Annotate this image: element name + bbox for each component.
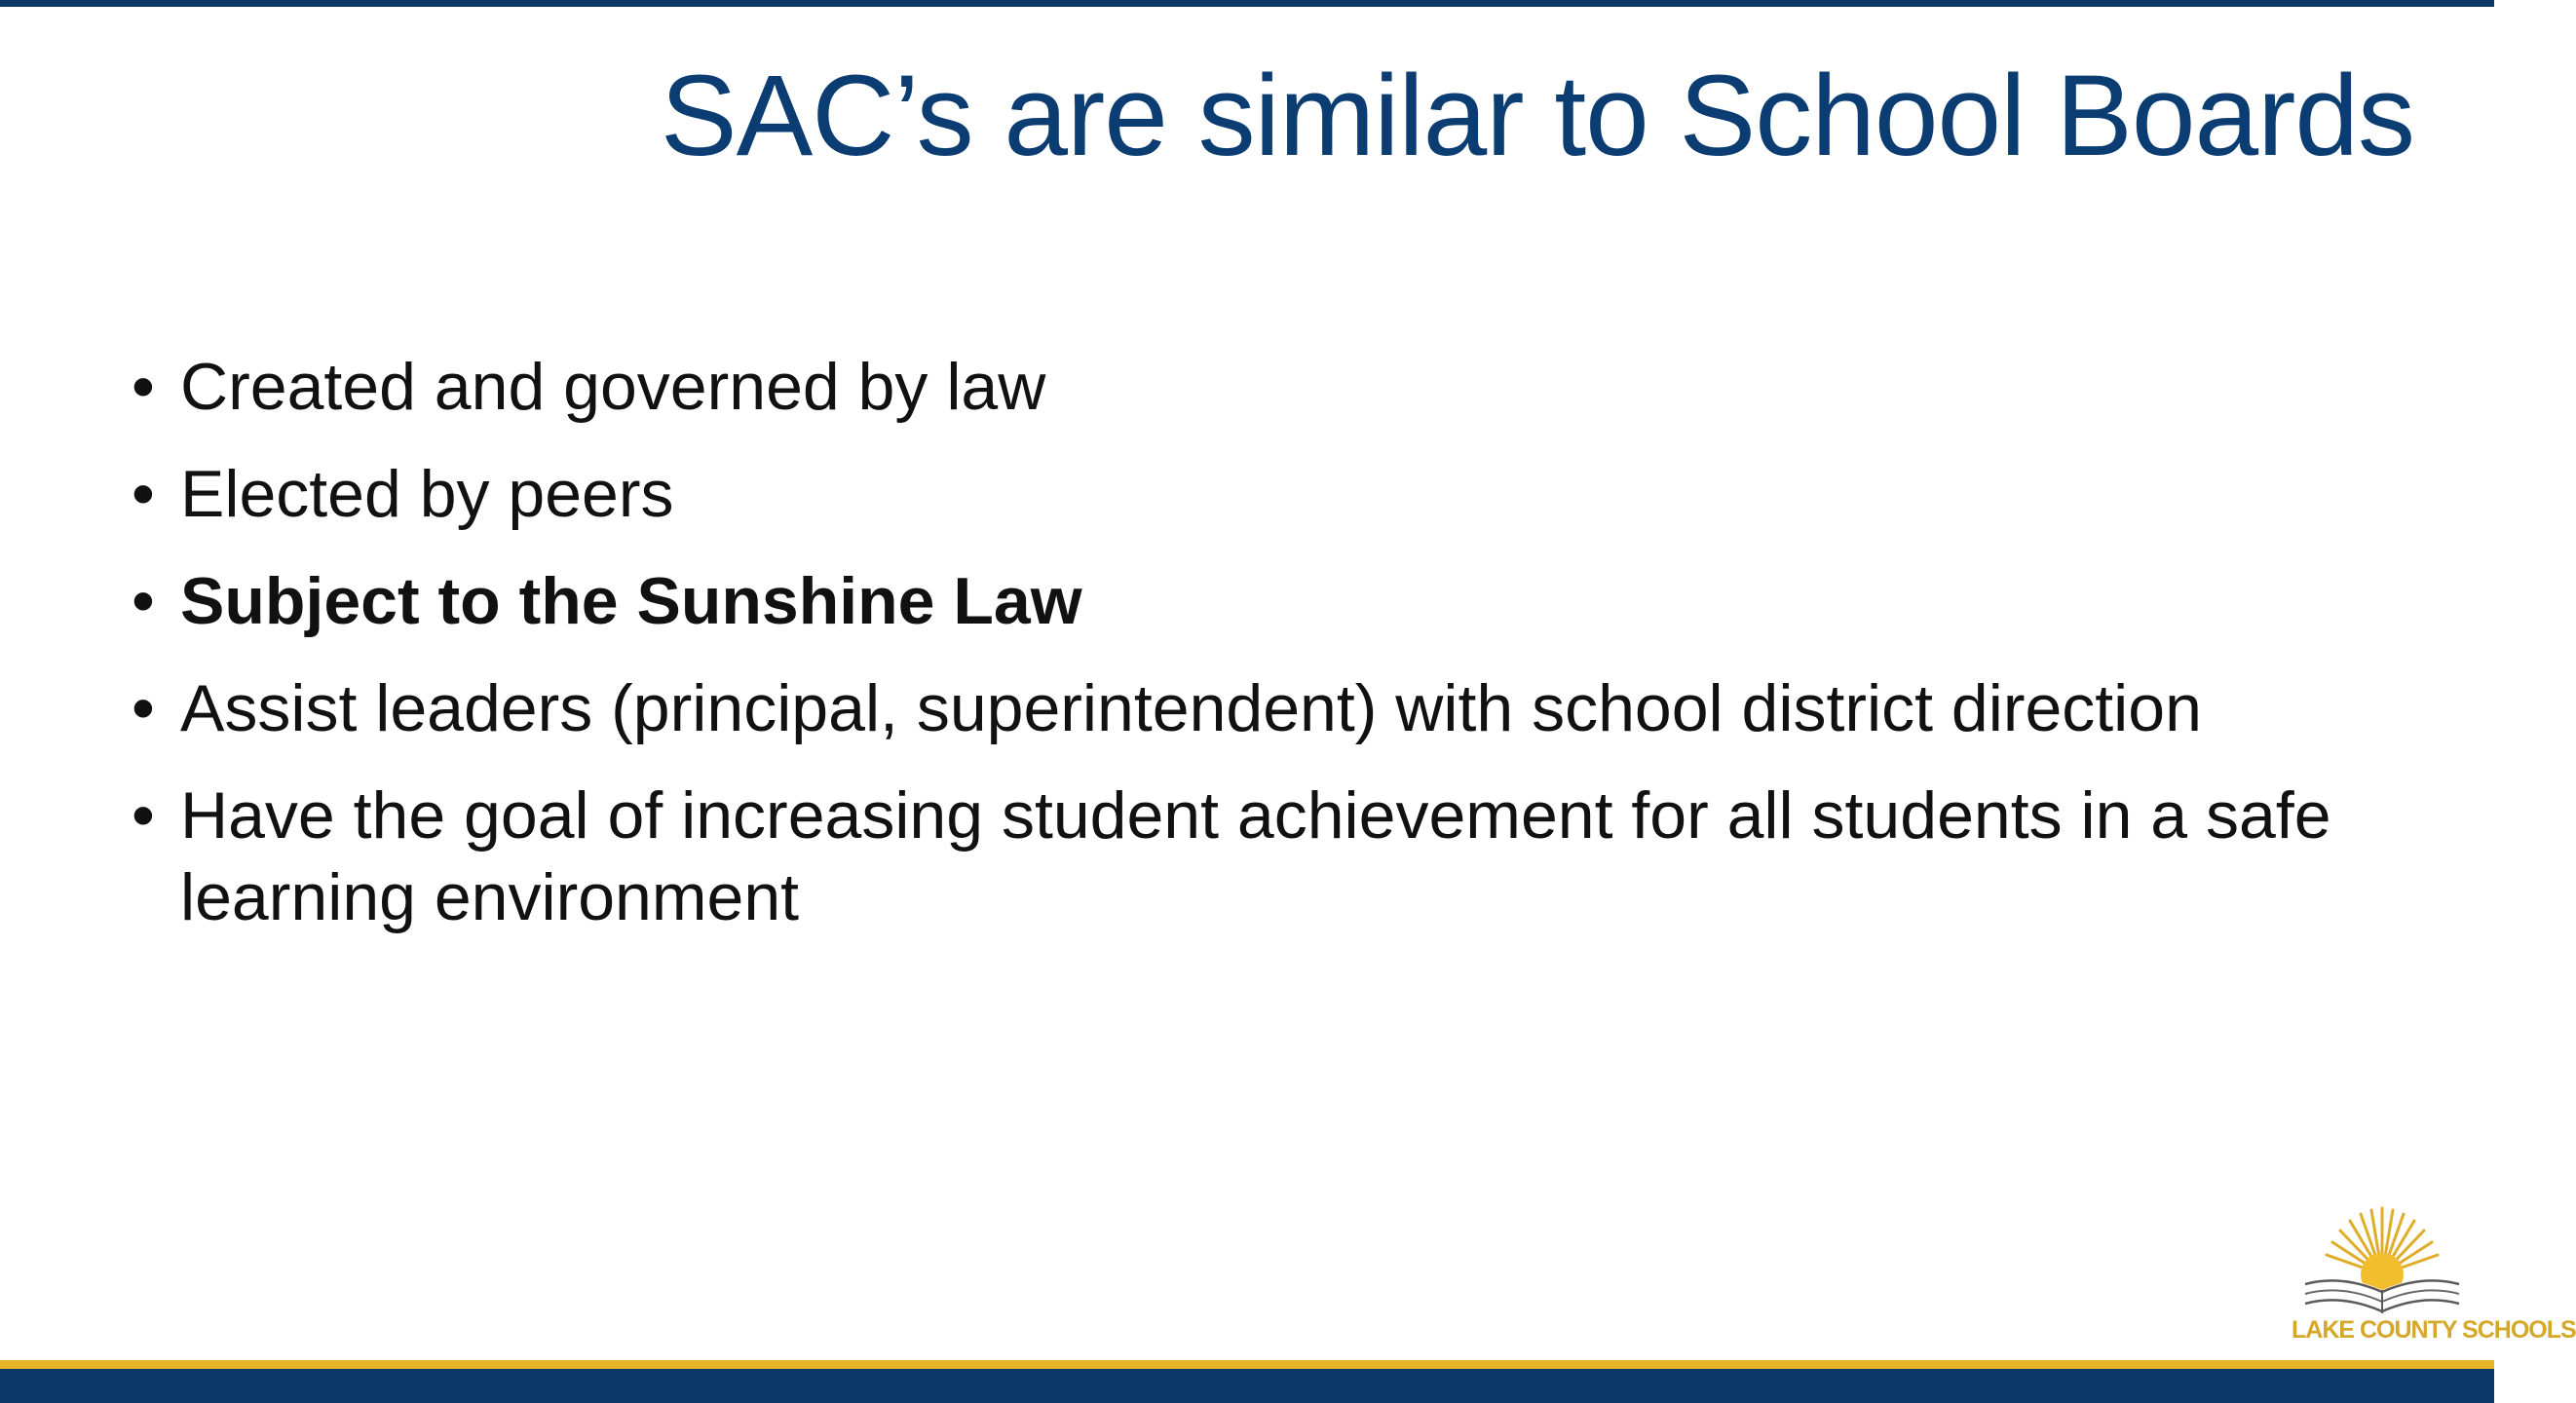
slide-title: SAC’s are similar to School Boards	[660, 52, 2414, 180]
footer-gold-stripe	[0, 1360, 2494, 1369]
top-rule	[0, 0, 2494, 7]
lake-county-schools-logo	[2292, 1206, 2576, 1348]
bullet-text: Assist leaders (principal, superintendent) with school district direction	[180, 671, 2202, 745]
bullet-dot: •	[132, 350, 155, 424]
bullet-item-1	[132, 346, 2353, 428]
bullet-text: Created and governed by law	[180, 350, 1046, 424]
bullet-item-4	[132, 667, 2353, 749]
bullet-item-3	[132, 560, 2353, 642]
bullet-item-2	[132, 453, 2353, 535]
bullet-item-5	[132, 775, 2353, 938]
bullet-dot: •	[132, 778, 155, 853]
footer-navy-bar	[0, 1369, 2494, 1403]
logo-text: LAKE COUNTY SCHOOLS	[2292, 1316, 2576, 1344]
bullet-dot: •	[132, 564, 155, 638]
bullet-dot: •	[132, 671, 155, 745]
bullet-text: Have the goal of increasing student achievement for all students in a safe learning environment	[180, 778, 2331, 934]
bullet-dot: •	[132, 457, 155, 531]
bullet-list	[132, 346, 2353, 964]
sun-book-icon	[2292, 1206, 2473, 1315]
bullet-text: Subject to the Sunshine Law	[180, 564, 1082, 638]
bullet-text: Elected by peers	[180, 457, 674, 531]
